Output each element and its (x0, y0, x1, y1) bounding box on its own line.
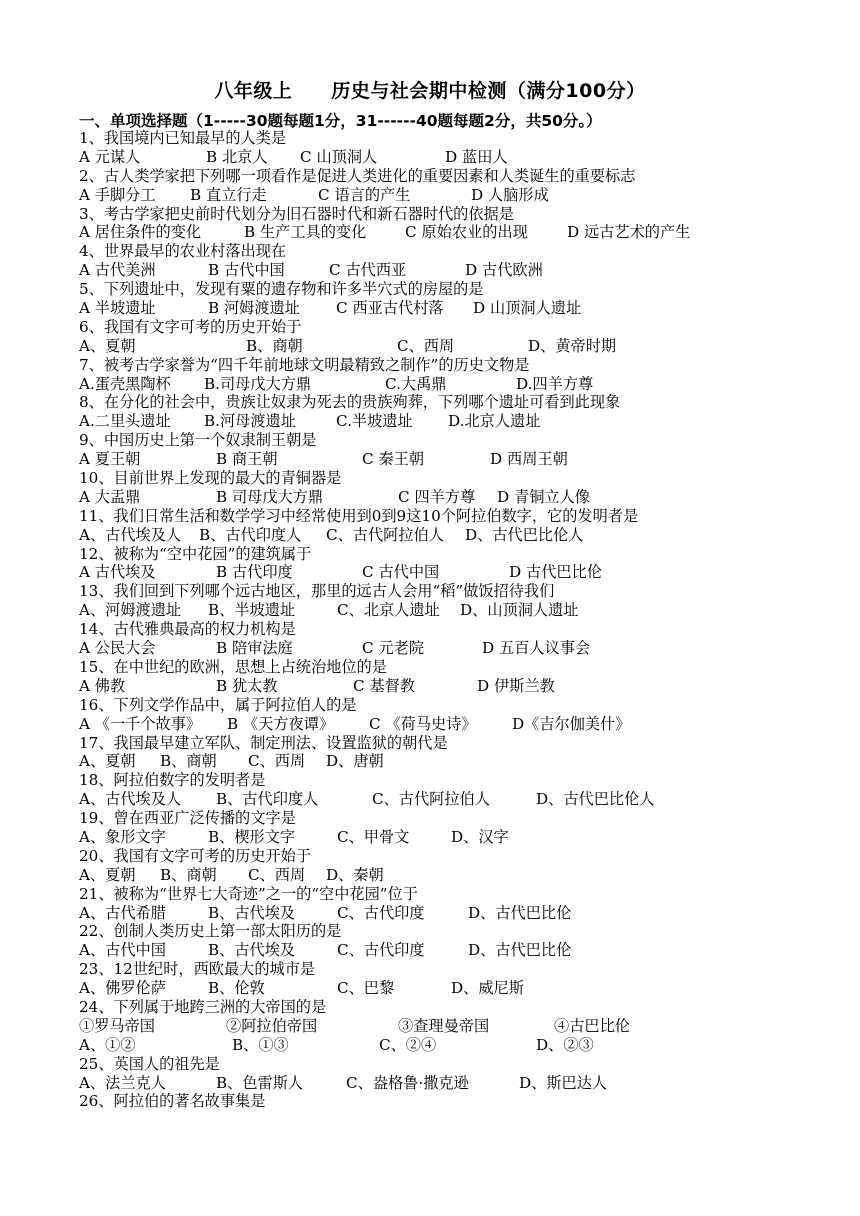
answer-option: D、山顶洞人遗址 (460, 601, 579, 620)
question-14-options (79, 639, 779, 658)
question-text: 1、我国境内已知最早的人类是 (79, 129, 287, 147)
question-7-options (79, 375, 779, 394)
answer-option: B 生产工具的变化 (244, 223, 367, 242)
answer-option: B 司母戊大方鼎 (216, 487, 324, 506)
question-13-options (79, 601, 779, 620)
answer-option: A、法兰克人 (79, 1073, 166, 1092)
answer-option: C 《荷马史诗》 (369, 714, 477, 733)
answer-option: D、斯巴达人 (519, 1073, 608, 1092)
answer-option: D、威尼斯 (451, 979, 524, 998)
question-4 (79, 242, 779, 261)
question-5 (79, 280, 779, 299)
question-text: 17、我国最早建立军队、制定刑法、设置监狱的朝代是 (79, 733, 448, 752)
answer-option: C、②④ (379, 1035, 437, 1054)
question-24-items (79, 1017, 779, 1036)
question-text: 12、被称为“空中花园”的建筑属于 (79, 544, 312, 563)
answer-option: A、古代中国 (79, 941, 166, 960)
question-3 (79, 205, 779, 224)
question-text: 7、被考古学家誉为“四千年前地球文明最精致之制作”的历史文物是 (79, 355, 530, 374)
question-text: 23、12世纪时，西欧最大的城市是 (79, 960, 316, 979)
question-text: 14、古代雅典最高的权力机构是 (79, 620, 296, 639)
question-20-options (79, 866, 779, 885)
answer-option: B 直立行走 (190, 185, 267, 204)
answer-option: A 古代美洲 (79, 261, 156, 280)
question-text: 15、在中世纪的欧洲，思想上占统治地位的是 (79, 657, 387, 676)
answer-option: B、古代印度人 (216, 790, 319, 809)
answer-option: A、佛罗伦萨 (79, 979, 166, 998)
answer-option: C 山顶洞人 (300, 147, 378, 166)
answer-option: D、古代巴比伦 (468, 903, 572, 922)
answer-option: B 北京人 (206, 147, 268, 166)
answer-option: A 半坡遗址 (79, 299, 156, 318)
answer-option: C.半坡遗址 (336, 412, 413, 431)
question-15 (79, 658, 779, 677)
answer-option: B、色雷斯人 (216, 1073, 304, 1092)
answer-option: C、巴黎 (337, 979, 395, 998)
question-2-options (79, 186, 779, 205)
question-9 (79, 431, 779, 450)
answer-option: D 青铜立人像 (497, 487, 590, 506)
question-16 (79, 696, 779, 715)
answer-option: C 西亚古代村落 (336, 299, 444, 318)
answer-option: D 山顶洞人遗址 (473, 299, 582, 318)
question-8 (79, 393, 779, 412)
answer-option: B 古代中国 (208, 261, 285, 280)
question-1-options (79, 148, 779, 167)
question-15-options (79, 677, 779, 696)
question-19-options (79, 828, 779, 847)
question-24-options (79, 1036, 779, 1055)
answer-option: A、古代埃及人 (79, 525, 182, 544)
question-26 (79, 1092, 779, 1111)
answer-option: D 五百人议事会 (482, 639, 591, 658)
question-4-options (79, 261, 779, 280)
answer-option: C、古代印度 (337, 941, 425, 960)
answer-option: D、汉字 (451, 827, 509, 846)
answer-option: A、①② (79, 1035, 136, 1054)
answer-option: C 古代西亚 (329, 261, 407, 280)
answer-option: C、古代阿拉伯人 (326, 525, 444, 544)
answer-option: B、商朝 (160, 752, 217, 771)
question-text: 6、我国有文字可考的历史开始于 (79, 317, 302, 336)
answer-option: D 西周王朝 (490, 450, 568, 469)
question-17-options (79, 752, 779, 771)
answer-option: A、河姆渡遗址 (79, 601, 182, 620)
answer-option: B、商朝 (160, 865, 217, 884)
answer-option: D、古代巴比伦人 (465, 525, 584, 544)
question-text: 10、目前世界上发现的最大的青铜器是 (79, 469, 342, 488)
question-19 (79, 809, 779, 828)
question-11 (79, 507, 779, 526)
question-21 (79, 885, 779, 904)
answer-option: C 四羊方尊 (398, 487, 476, 506)
answer-option: C、古代印度 (337, 903, 425, 922)
answer-option: B、古代埃及 (208, 941, 296, 960)
question-20 (79, 847, 779, 866)
answer-option: B.河母渡遗址 (204, 412, 296, 431)
answer-option: C 原始农业的出现 (405, 223, 528, 242)
section-heading: 一、单项选择题（1-----30题每题1分，31------40题每题2分，共50分。） (79, 112, 602, 130)
question-7 (79, 356, 779, 375)
answer-option: D.北京人遗址 (448, 412, 541, 431)
answer-option: C、古代阿拉伯人 (372, 790, 490, 809)
answer-option: B、楔形文字 (208, 827, 296, 846)
question-text: 9、中国历史上第一个奴隶制王朝是 (79, 431, 317, 450)
question-2 (79, 167, 779, 186)
question-22-options (79, 941, 779, 960)
answer-option: D、②③ (536, 1035, 594, 1054)
question-12 (79, 545, 779, 564)
answer-option: B、①③ (232, 1035, 289, 1054)
answer-option: D、唐朝 (326, 752, 384, 771)
answer-option: A.二里头遗址 (79, 412, 171, 431)
answer-option: C 基督教 (353, 676, 416, 695)
answer-option: B 商王朝 (216, 450, 278, 469)
question-6-options (79, 337, 779, 356)
answer-option: C 古代中国 (362, 563, 440, 582)
answer-option: A 元谋人 (79, 147, 141, 166)
question-text: 8、在分化的社会中，贵族让奴隶为死去的贵族殉葬，下列哪个遗址可看到此现象 (79, 393, 621, 412)
answer-option: A 大盂鼎 (79, 487, 141, 506)
answer-option: B 陪审法庭 (216, 639, 293, 658)
answer-option: A、古代希腊 (79, 903, 166, 922)
question-23 (79, 960, 779, 979)
question-text: 11、我们日常生活和数学学习中经常使用到0到9这10个阿拉伯数字，它的发明者是 (79, 506, 639, 525)
answer-option: B、伦敦 (208, 979, 265, 998)
answer-option: C、盎格鲁·撒克逊 (346, 1073, 469, 1092)
answer-option: B、商朝 (246, 336, 303, 355)
question-22 (79, 922, 779, 941)
answer-option: C、甲骨文 (337, 827, 410, 846)
choice-item: ②阿拉伯帝国 (226, 1016, 318, 1035)
question-list (79, 129, 779, 1111)
answer-option: D、秦朝 (326, 865, 384, 884)
answer-option: D、黄帝时期 (528, 336, 617, 355)
answer-option: D、古代巴比伦 (468, 941, 572, 960)
answer-option: C、西周 (248, 752, 306, 771)
answer-option: A 夏王朝 (79, 450, 141, 469)
question-17 (79, 734, 779, 753)
question-text: 22、创制人类历史上第一部太阳历的是 (79, 922, 342, 941)
answer-option: B、半坡遗址 (208, 601, 296, 620)
question-text: 24、下列属于地跨三洲的大帝国的是 (79, 997, 327, 1016)
question-1 (79, 129, 779, 148)
question-18-options (79, 790, 779, 809)
question-10-options (79, 488, 779, 507)
question-text: 3、考古学家把史前时代划分为旧石器时代和新石器时代的依据是 (79, 204, 514, 223)
answer-option: A.蛋壳黑陶杯 (79, 374, 171, 393)
question-16-options (79, 715, 779, 734)
answer-option: A、象形文字 (79, 827, 166, 846)
answer-option: D 人脑形成 (471, 185, 549, 204)
question-24 (79, 998, 779, 1017)
answer-option: B、古代埃及 (208, 903, 296, 922)
question-23-options (79, 979, 779, 998)
exam-title: 八年级上 历史与社会期中检测（满分100分） (214, 80, 646, 102)
answer-option: B 古代印度 (216, 563, 293, 582)
choice-item: ③查理曼帝国 (398, 1016, 490, 1035)
answer-option: D、古代巴比伦人 (536, 790, 655, 809)
answer-option: C 元老院 (362, 639, 425, 658)
question-text: 4、世界最早的农业村落出现在 (79, 242, 287, 261)
answer-option: A 手脚分工 (79, 185, 156, 204)
answer-option: A、古代埃及人 (79, 790, 182, 809)
question-text: 20、我国有文字可考的历史开始于 (79, 846, 311, 865)
choice-item: ④古巴比伦 (554, 1016, 630, 1035)
question-text: 13、我们回到下列哪个远古地区，那里的远古人会用“稻”做饭招待我们 (79, 582, 555, 601)
answer-option: C 秦王朝 (362, 450, 425, 469)
answer-option: A 公民大会 (79, 639, 156, 658)
answer-option: D 古代欧洲 (465, 261, 543, 280)
question-text: 16、下列文学作品中，属于阿拉伯人的是 (79, 695, 357, 714)
question-text: 2、古人类学家把下列哪一项看作是促进人类进化的重要因素和人类诞生的重要标志 (79, 166, 636, 185)
question-25-options (79, 1074, 779, 1093)
answer-option: A 居住条件的变化 (79, 223, 202, 242)
answer-option: D 远古艺术的产生 (567, 223, 691, 242)
question-6 (79, 318, 779, 337)
question-21-options (79, 904, 779, 923)
answer-option: A 古代埃及 (79, 563, 156, 582)
answer-option: D《吉尔伽美什》 (512, 714, 631, 733)
answer-option: C、北京人遗址 (337, 601, 440, 620)
question-text: 18、阿拉伯数字的发明者是 (79, 771, 266, 790)
answer-option: A、夏朝 (79, 865, 136, 884)
answer-option: B 犹太教 (216, 676, 278, 695)
question-11-options (79, 526, 779, 545)
answer-option: B 河姆渡遗址 (208, 299, 300, 318)
answer-option: D 伊斯兰教 (477, 676, 555, 695)
question-9-options (79, 450, 779, 469)
answer-option: D 古代巴比伦 (509, 563, 602, 582)
answer-option: C、西周 (248, 865, 306, 884)
question-14 (79, 620, 779, 639)
answer-option: A、夏朝 (79, 336, 136, 355)
question-text: 19、曾在西亚广泛传播的文字是 (79, 809, 296, 828)
question-13 (79, 582, 779, 601)
answer-option: D 蓝田人 (445, 147, 508, 166)
answer-option: A 佛教 (79, 676, 126, 695)
question-18 (79, 771, 779, 790)
question-3-options (79, 223, 779, 242)
choice-item: ①罗马帝国 (79, 1016, 155, 1035)
question-text: 5、下列遗址中，发现有粟的遗存物和许多半穴式的房屋的是 (79, 280, 484, 299)
answer-option: C.大禹鼎 (385, 374, 447, 393)
answer-option: B.司母戊大方鼎 (204, 374, 312, 393)
question-10 (79, 469, 779, 488)
question-5-options (79, 299, 779, 318)
answer-option: B 《天方夜谭》 (227, 714, 335, 733)
question-text: 25、英国人的祖先是 (79, 1054, 220, 1073)
answer-option: C 语言的产生 (318, 185, 411, 204)
question-8-options (79, 412, 779, 431)
answer-option: B、古代印度人 (199, 525, 302, 544)
answer-option: D.四羊方尊 (516, 374, 594, 393)
question-text: 26、阿拉伯的著名故事集是 (79, 1092, 266, 1111)
question-25 (79, 1055, 779, 1074)
answer-option: A、夏朝 (79, 752, 136, 771)
answer-option: A 《一千个故事》 (79, 714, 202, 733)
answer-option: C、西周 (397, 336, 455, 355)
question-text: 21、被称为“世界七大奇迹”之一的“空中花园”位于 (79, 884, 418, 903)
question-12-options (79, 563, 779, 582)
